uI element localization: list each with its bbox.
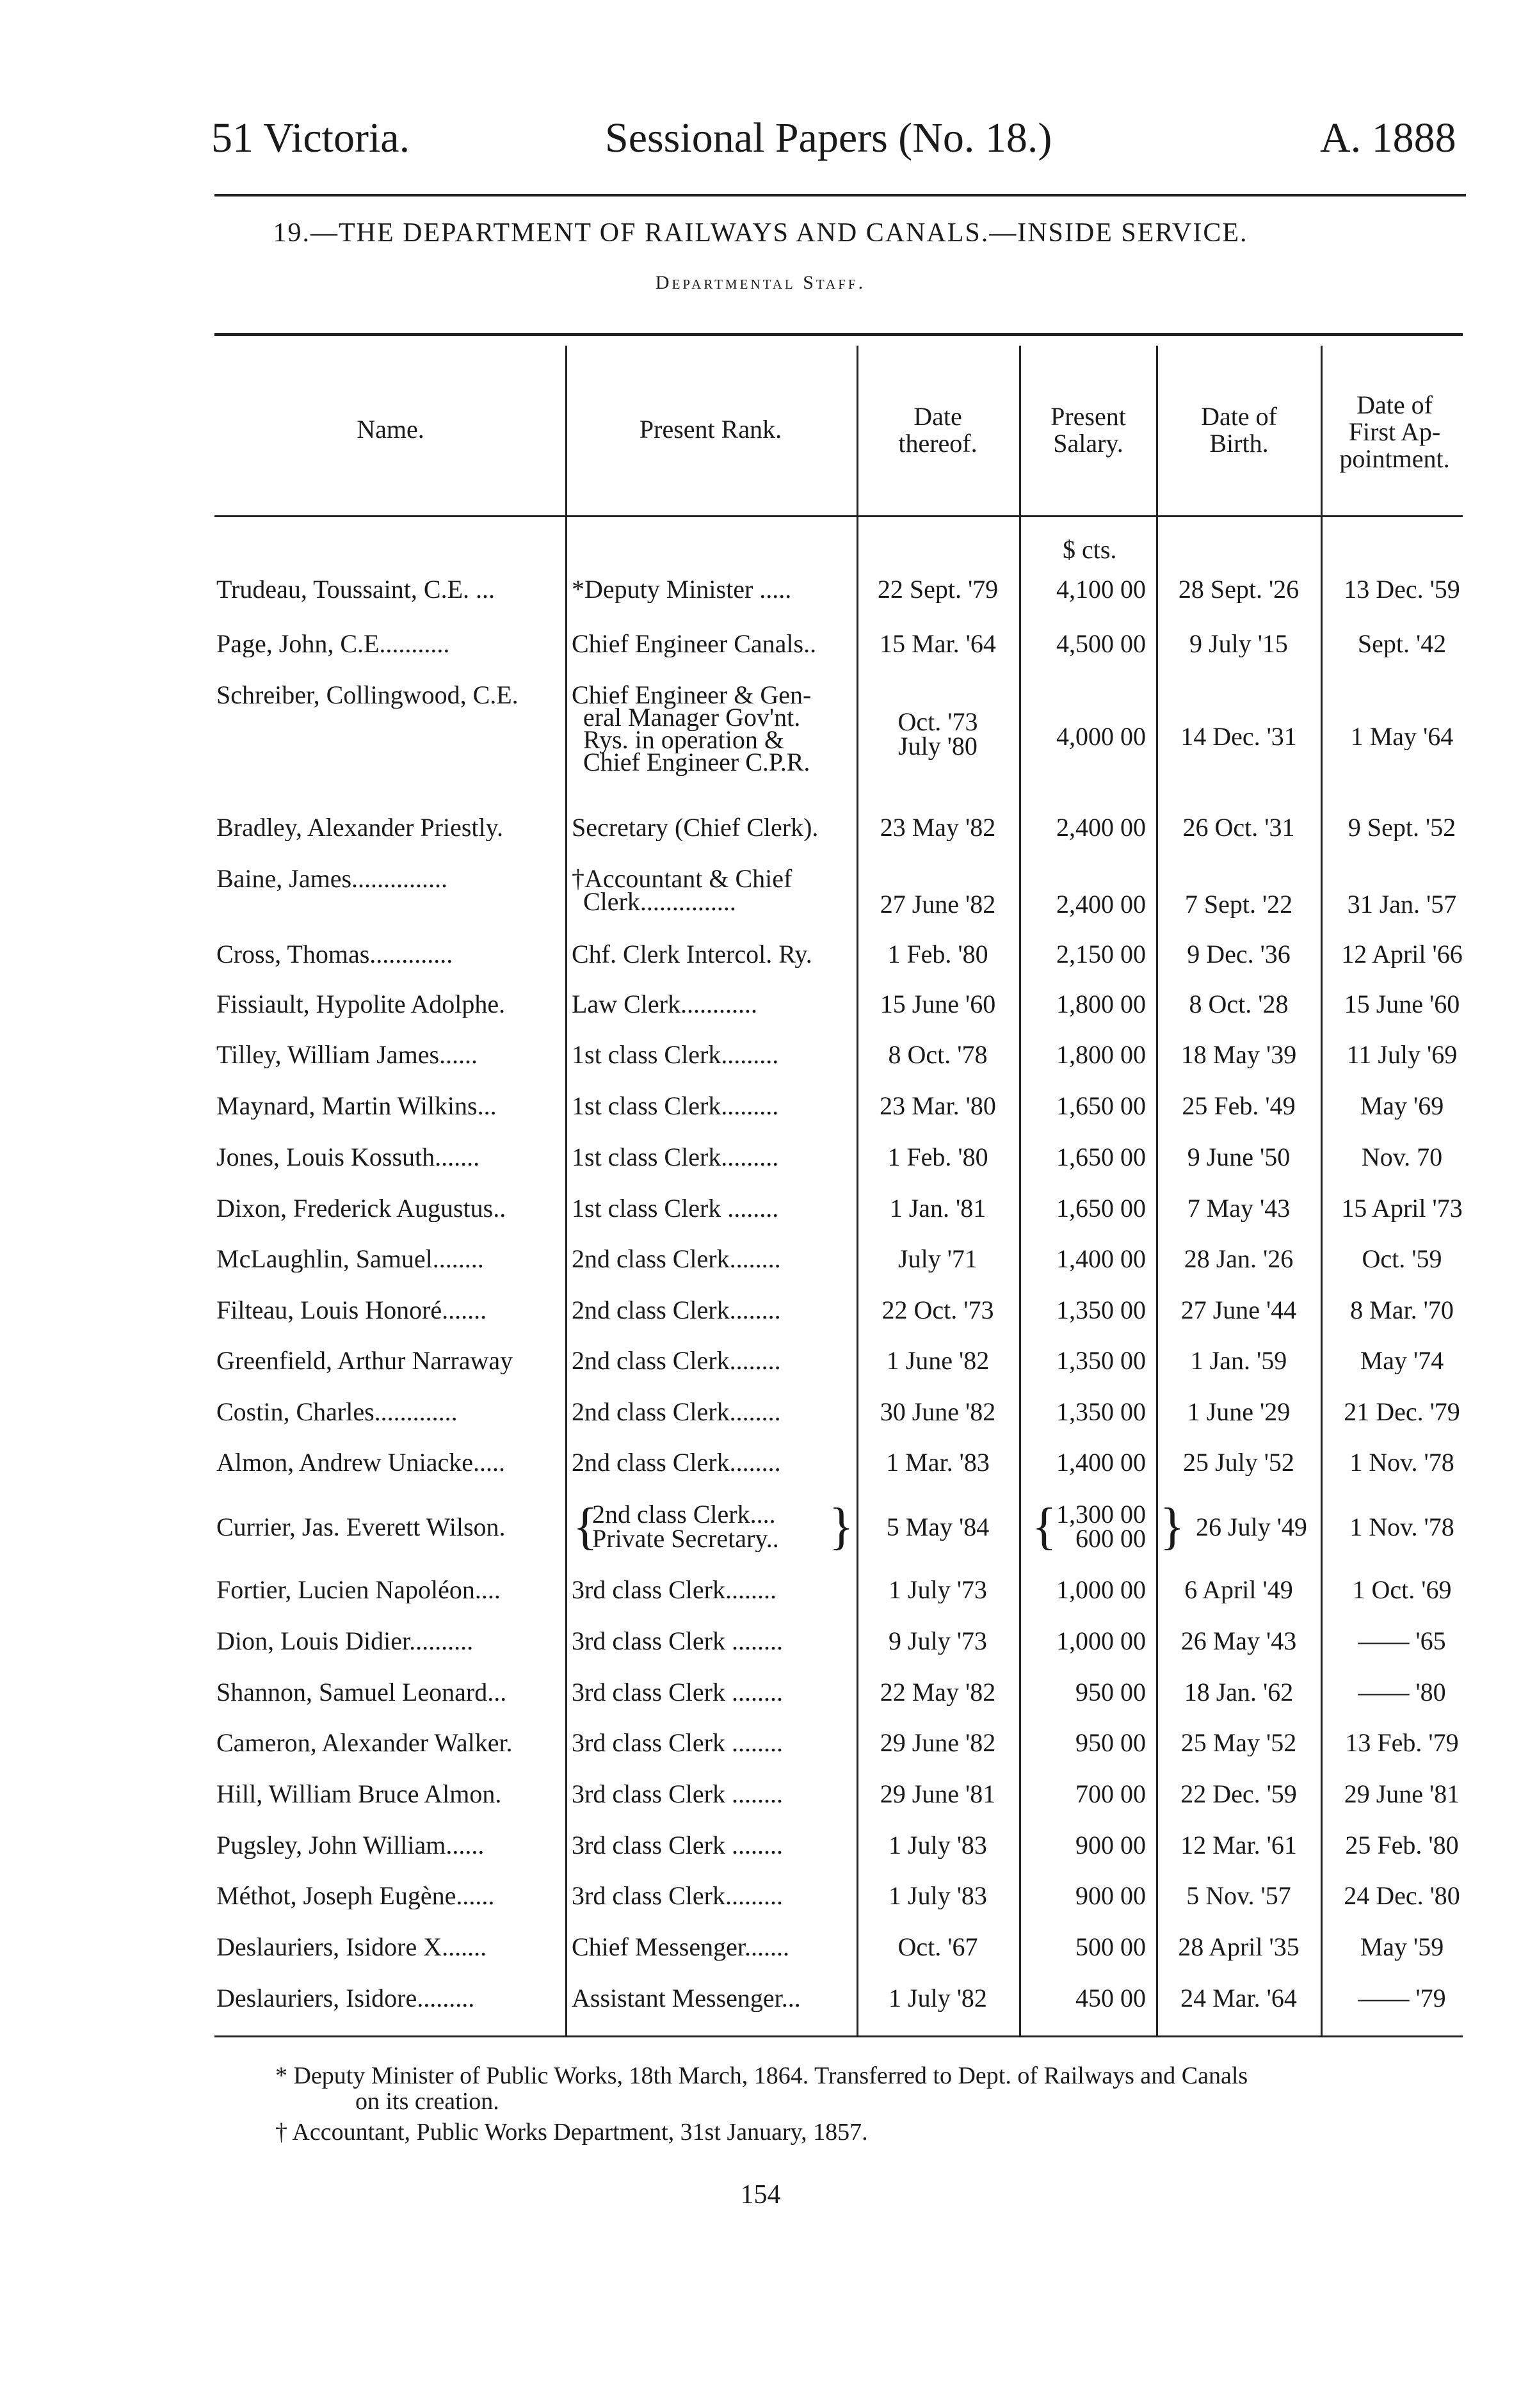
cell-birth: 24 Mar. '64 <box>1180 1985 1297 2012</box>
cell-name: Filteau, Louis Honoré....... <box>216 1297 487 1324</box>
cell-date: 1 July '82 <box>889 1985 987 2012</box>
cell-date: 23 May '82 <box>880 814 996 841</box>
col-divider <box>565 346 567 2035</box>
cell-first: 13 Feb. '79 <box>1345 1730 1459 1756</box>
cell-date-cont: July '80 <box>898 733 978 760</box>
cell-salary: 1,350 00 <box>1056 1297 1146 1324</box>
cell-rank: 3rd class Clerk........ <box>572 1577 777 1603</box>
cell-birth: 9 June '50 <box>1187 1144 1291 1171</box>
cell-rank: Law Clerk............ <box>572 991 757 1018</box>
cell-birth: 9 Dec. '36 <box>1187 941 1291 968</box>
right-brace: } <box>1160 1498 1185 1555</box>
cell-rank: 2nd class Clerk........ <box>572 1347 781 1374</box>
cell-salary: 500 00 <box>1075 1934 1146 1961</box>
cell-date: 1 Feb. '80 <box>887 1144 988 1171</box>
cell-rank: 2nd class Clerk........ <box>572 1297 781 1324</box>
cell-first: 1 Oct. '69 <box>1352 1577 1452 1603</box>
cell-name: Fortier, Lucien Napoléon.... <box>216 1577 501 1603</box>
cell-birth: 25 May '52 <box>1180 1730 1297 1756</box>
cell-rank-cont: Clerk............... <box>583 888 736 915</box>
cell-first: —— '65 <box>1358 1628 1446 1655</box>
cell-date: 1 June '82 <box>886 1347 990 1374</box>
table-bottom-rule <box>214 2035 1463 2037</box>
cell-rank: Chief Messenger....... <box>572 1934 789 1961</box>
cell-rank: 1st class Clerk......... <box>572 1041 779 1068</box>
cell-salary: 950 00 <box>1075 1730 1146 1756</box>
cell-first: 13 Dec. '59 <box>1344 576 1460 603</box>
col-head-name-text: Name. <box>357 415 424 444</box>
cell-name: Dion, Louis Didier.......... <box>216 1628 474 1655</box>
cell-salary: 1,000 00 <box>1056 1577 1146 1603</box>
cell-birth: 7 May '43 <box>1187 1195 1291 1222</box>
footnote-star: * Deputy Minister of Public Works, 18th March, 1864. Transferred to Dept. of Railways and Canals <box>275 2062 1248 2089</box>
cell-first: 8 Mar. '70 <box>1350 1297 1454 1324</box>
cell-birth: 28 Jan. '26 <box>1184 1246 1294 1272</box>
footnote-star-cont: on its creation. <box>355 2088 499 2115</box>
col-head-rank <box>567 416 855 443</box>
col-head-name <box>218 416 563 443</box>
cell-salary: 4,000 00 <box>1056 723 1146 750</box>
cell-date: 30 June '82 <box>880 1399 996 1425</box>
cell-name: Bradley, Alexander Priestly. <box>216 814 504 841</box>
cell-salary-cont: 600 00 <box>1075 1525 1146 1552</box>
cell-date: 1 July '83 <box>889 1882 987 1909</box>
cell-birth: 27 June '44 <box>1180 1297 1297 1324</box>
cell-salary: 1,350 00 <box>1056 1347 1146 1374</box>
cell-salary: 900 00 <box>1075 1882 1146 1909</box>
cell-rank: 1st class Clerk......... <box>572 1093 779 1120</box>
cell-birth: 22 Dec. '59 <box>1180 1781 1297 1808</box>
cell-date: 22 Sept. '79 <box>877 576 999 603</box>
col-head-first-line: Date of <box>1356 390 1433 419</box>
cell-date: July '71 <box>898 1246 978 1272</box>
cell-rank: 3rd class Clerk ........ <box>572 1628 783 1655</box>
cell-name: Currier, Jas. Everett Wilson. <box>216 1514 506 1541</box>
cell-rank-cont: Rys. in operation & <box>583 726 784 753</box>
cell-birth: 26 Oct. '31 <box>1182 814 1295 841</box>
cell-salary: 900 00 <box>1075 1832 1146 1859</box>
header-center: Sessional Papers (No. 18.) <box>605 115 1052 161</box>
cell-salary: 1,800 00 <box>1056 1041 1146 1068</box>
cell-first: May '74 <box>1360 1347 1444 1374</box>
cell-name: Schreiber, Collingwood, C.E. <box>216 682 519 709</box>
cell-date: 9 July '73 <box>889 1628 987 1655</box>
cell-salary: 1,400 00 <box>1056 1246 1146 1272</box>
cell-salary: 4,100 00 <box>1056 576 1146 603</box>
cell-name: Hill, William Bruce Almon. <box>216 1781 502 1808</box>
table-header-rule <box>214 515 1463 517</box>
cell-date: 8 Oct. '78 <box>888 1041 988 1068</box>
col-head-first-line: pointment. <box>1339 444 1450 473</box>
cell-date: 1 Jan. '81 <box>889 1195 986 1222</box>
table-top-rule <box>214 333 1463 336</box>
cell-rank: Secretary (Chief Clerk). <box>572 814 819 841</box>
cell-rank: *Deputy Minister ..... <box>572 576 792 603</box>
cell-date: Oct. '73 <box>897 709 978 735</box>
cell-name: Fissiault, Hypolite Adolphe. <box>216 991 506 1018</box>
cell-date: 5 May '84 <box>886 1514 990 1541</box>
cell-date: 15 Mar. '64 <box>880 630 996 657</box>
col-head-salary-line: Salary. <box>1053 429 1123 458</box>
cell-first: 15 April '73 <box>1341 1195 1463 1222</box>
left-brace: { <box>1032 1498 1057 1555</box>
cell-birth: 28 April '35 <box>1178 1934 1300 1961</box>
cell-date: 23 Mar. '80 <box>880 1093 996 1120</box>
cell-name: Costin, Charles............. <box>216 1399 458 1425</box>
cell-first: Oct. '59 <box>1362 1246 1442 1272</box>
col-divider <box>1156 346 1158 2035</box>
col-head-rank-text: Present Rank. <box>639 415 782 444</box>
cell-rank-cont: Chief Engineer C.P.R. <box>583 749 810 776</box>
cell-salary: 1,650 00 <box>1056 1144 1146 1171</box>
cell-birth: 12 Mar. '61 <box>1180 1832 1297 1859</box>
cell-first: —— '80 <box>1358 1679 1446 1706</box>
cell-rank: 2nd class Clerk........ <box>572 1449 781 1476</box>
cell-date: 29 June '82 <box>880 1730 996 1756</box>
cell-birth: 8 Oct. '28 <box>1189 991 1289 1018</box>
col-head-salary <box>1021 403 1155 457</box>
cell-first: 1 May '64 <box>1350 723 1454 750</box>
cell-first: 9 Sept. '52 <box>1348 814 1456 841</box>
cell-date: 1 Feb. '80 <box>887 941 988 968</box>
cell-salary: 1,650 00 <box>1056 1093 1146 1120</box>
cell-name: Baine, James............... <box>216 865 448 892</box>
cell-first: 31 Jan. '57 <box>1347 891 1457 918</box>
cell-rank: 1st class Clerk......... <box>572 1144 779 1171</box>
cell-salary: 950 00 <box>1075 1679 1146 1706</box>
left-brace: { <box>573 1498 598 1555</box>
col-head-salary-line: Present <box>1050 402 1126 431</box>
cell-salary: 1,650 00 <box>1056 1195 1146 1222</box>
cell-first: 1 Nov. '78 <box>1349 1514 1454 1541</box>
cell-salary: 1,000 00 <box>1056 1628 1146 1655</box>
cell-rank: 3rd class Clerk ........ <box>572 1679 783 1706</box>
cell-name: Greenfield, Arthur Narraway <box>216 1347 513 1374</box>
cell-name: Méthot, Joseph Eugène...... <box>216 1882 495 1909</box>
cell-name: Pugsley, John William...... <box>216 1832 485 1859</box>
cell-date: 27 June '82 <box>880 891 996 918</box>
header-rule <box>214 194 1466 197</box>
cell-name: Cameron, Alexander Walker. <box>216 1730 513 1756</box>
cell-birth: 7 Sept. '22 <box>1184 891 1293 918</box>
cell-salary: 2,400 00 <box>1056 891 1146 918</box>
cell-salary: 700 00 <box>1075 1781 1146 1808</box>
cell-birth: 28 Sept. '26 <box>1178 576 1300 603</box>
cell-rank: 3rd class Clerk ........ <box>572 1781 783 1808</box>
header-left: 51 Victoria. <box>211 115 410 161</box>
cell-birth: 18 May '39 <box>1180 1041 1297 1068</box>
cell-date: 29 June '81 <box>880 1781 996 1808</box>
col-head-date-line: Date <box>913 402 962 431</box>
cell-name: Dixon, Frederick Augustus.. <box>216 1195 506 1222</box>
cell-date: 1 Mar. '83 <box>886 1449 990 1476</box>
cell-name: Maynard, Martin Wilkins... <box>216 1093 497 1120</box>
col-divider <box>1321 346 1323 2035</box>
cell-name: Jones, Louis Kossuth....... <box>216 1144 480 1171</box>
cell-first: 21 Dec. '79 <box>1344 1399 1460 1425</box>
cell-date: 22 Oct. '73 <box>881 1297 994 1324</box>
cell-name: Shannon, Samuel Leonard... <box>216 1679 507 1706</box>
cell-salary: 450 00 <box>1075 1985 1146 2012</box>
col-head-birth <box>1157 403 1321 457</box>
cell-rank: 1st class Clerk ........ <box>572 1195 779 1222</box>
col-head-date <box>858 403 1018 457</box>
cell-name: Tilley, William James...... <box>216 1041 478 1068</box>
cell-date: 15 June '60 <box>880 991 996 1018</box>
cell-name: Trudeau, Toussaint, C.E. ... <box>216 576 495 603</box>
cell-first: May '69 <box>1360 1093 1444 1120</box>
cell-date: Oct. '67 <box>897 1934 978 1961</box>
cell-rank: 3rd class Clerk ........ <box>572 1730 783 1756</box>
col-head-first <box>1323 392 1467 472</box>
page-number: 154 <box>740 2180 781 2210</box>
cell-name: McLaughlin, Samuel........ <box>216 1246 484 1272</box>
cell-name: Cross, Thomas............. <box>216 941 453 968</box>
table-title: 19.—THE DEPARTMENT OF RAILWAYS AND CANALS.—INSIDE SERVICE. <box>273 218 1248 248</box>
cell-birth: 5 Nov. '57 <box>1186 1882 1291 1909</box>
cell-birth: 26 July '49 <box>1196 1514 1307 1541</box>
cell-first: May '59 <box>1360 1934 1444 1961</box>
footnote-dagger: † Accountant, Public Works Department, 31st January, 1857. <box>275 2119 868 2146</box>
cell-rank: 2nd class Clerk........ <box>572 1399 781 1425</box>
cell-first: Nov. 70 <box>1361 1144 1443 1171</box>
cell-rank: 3rd class Clerk ........ <box>572 1832 783 1859</box>
right-brace: } <box>829 1498 854 1555</box>
cell-date: 22 May '82 <box>880 1679 996 1706</box>
cell-first: 15 June '60 <box>1344 991 1460 1018</box>
cell-birth: 9 July '15 <box>1189 630 1288 657</box>
cell-salary: 2,150 00 <box>1056 941 1146 968</box>
cell-birth: 25 Feb. '49 <box>1182 1093 1296 1120</box>
cell-rank: 2nd class Clerk.... <box>592 1501 776 1528</box>
cell-first: Sept. '42 <box>1357 630 1447 657</box>
cell-first: 24 Dec. '80 <box>1344 1882 1460 1909</box>
col-divider <box>1019 346 1021 2035</box>
cell-birth: 18 Jan. '62 <box>1184 1679 1294 1706</box>
cell-name: Page, John, C.E........... <box>216 630 450 657</box>
header-right: A. 1888 <box>1320 115 1456 161</box>
cell-rank-cont: eral Manager Gov'nt. <box>583 704 801 731</box>
salary-unit: $ cts. <box>1063 536 1117 563</box>
cell-salary: 1,800 00 <box>1056 991 1146 1018</box>
cell-name: Almon, Andrew Uniacke..... <box>216 1449 506 1476</box>
col-divider <box>857 346 858 2035</box>
cell-first: 1 Nov. '78 <box>1349 1449 1454 1476</box>
cell-rank: †Accountant & Chief <box>572 865 793 892</box>
cell-salary: 1,300 00 <box>1056 1501 1146 1528</box>
cell-first: 11 July '69 <box>1346 1041 1458 1068</box>
col-head-birth-line: Birth. <box>1209 429 1269 458</box>
cell-birth: 14 Dec. '31 <box>1180 723 1297 750</box>
cell-salary: 1,400 00 <box>1056 1449 1146 1476</box>
col-head-first-line: First Ap- <box>1348 417 1441 446</box>
cell-birth: 26 May '43 <box>1180 1628 1297 1655</box>
col-head-birth-line: Date of <box>1201 402 1277 431</box>
cell-rank: 3rd class Clerk......... <box>572 1882 783 1909</box>
cell-date: 1 July '83 <box>889 1832 987 1859</box>
cell-salary: 4,500 00 <box>1056 630 1146 657</box>
cell-first: 12 April '66 <box>1341 941 1463 968</box>
cell-first: —— '79 <box>1358 1985 1446 2012</box>
cell-first: 29 June '81 <box>1344 1781 1460 1808</box>
cell-birth: 6 April '49 <box>1184 1577 1293 1603</box>
cell-name: Deslauriers, Isidore......... <box>216 1985 475 2012</box>
cell-rank: 2nd class Clerk........ <box>572 1246 781 1272</box>
col-head-date-line: thereof. <box>898 429 978 458</box>
cell-birth: 25 July '52 <box>1183 1449 1294 1476</box>
cell-rank: Chief Engineer Canals.. <box>572 630 817 657</box>
table-subtitle: Departmental Staff. <box>655 272 866 293</box>
cell-birth: 1 June '29 <box>1187 1399 1291 1425</box>
cell-date: 1 July '73 <box>889 1577 987 1603</box>
cell-rank: Chief Engineer & Gen- <box>572 682 812 709</box>
cell-salary: 2,400 00 <box>1056 814 1146 841</box>
cell-rank: Chf. Clerk Intercol. Ry. <box>572 941 812 968</box>
cell-name: Deslauriers, Isidore X....... <box>216 1934 487 1961</box>
cell-salary: 1,350 00 <box>1056 1399 1146 1425</box>
cell-first: 25 Feb. '80 <box>1345 1832 1459 1859</box>
cell-rank: Assistant Messenger... <box>572 1985 801 2012</box>
cell-rank-cont: Private Secretary.. <box>592 1525 779 1552</box>
cell-birth: 1 Jan. '59 <box>1190 1347 1287 1374</box>
